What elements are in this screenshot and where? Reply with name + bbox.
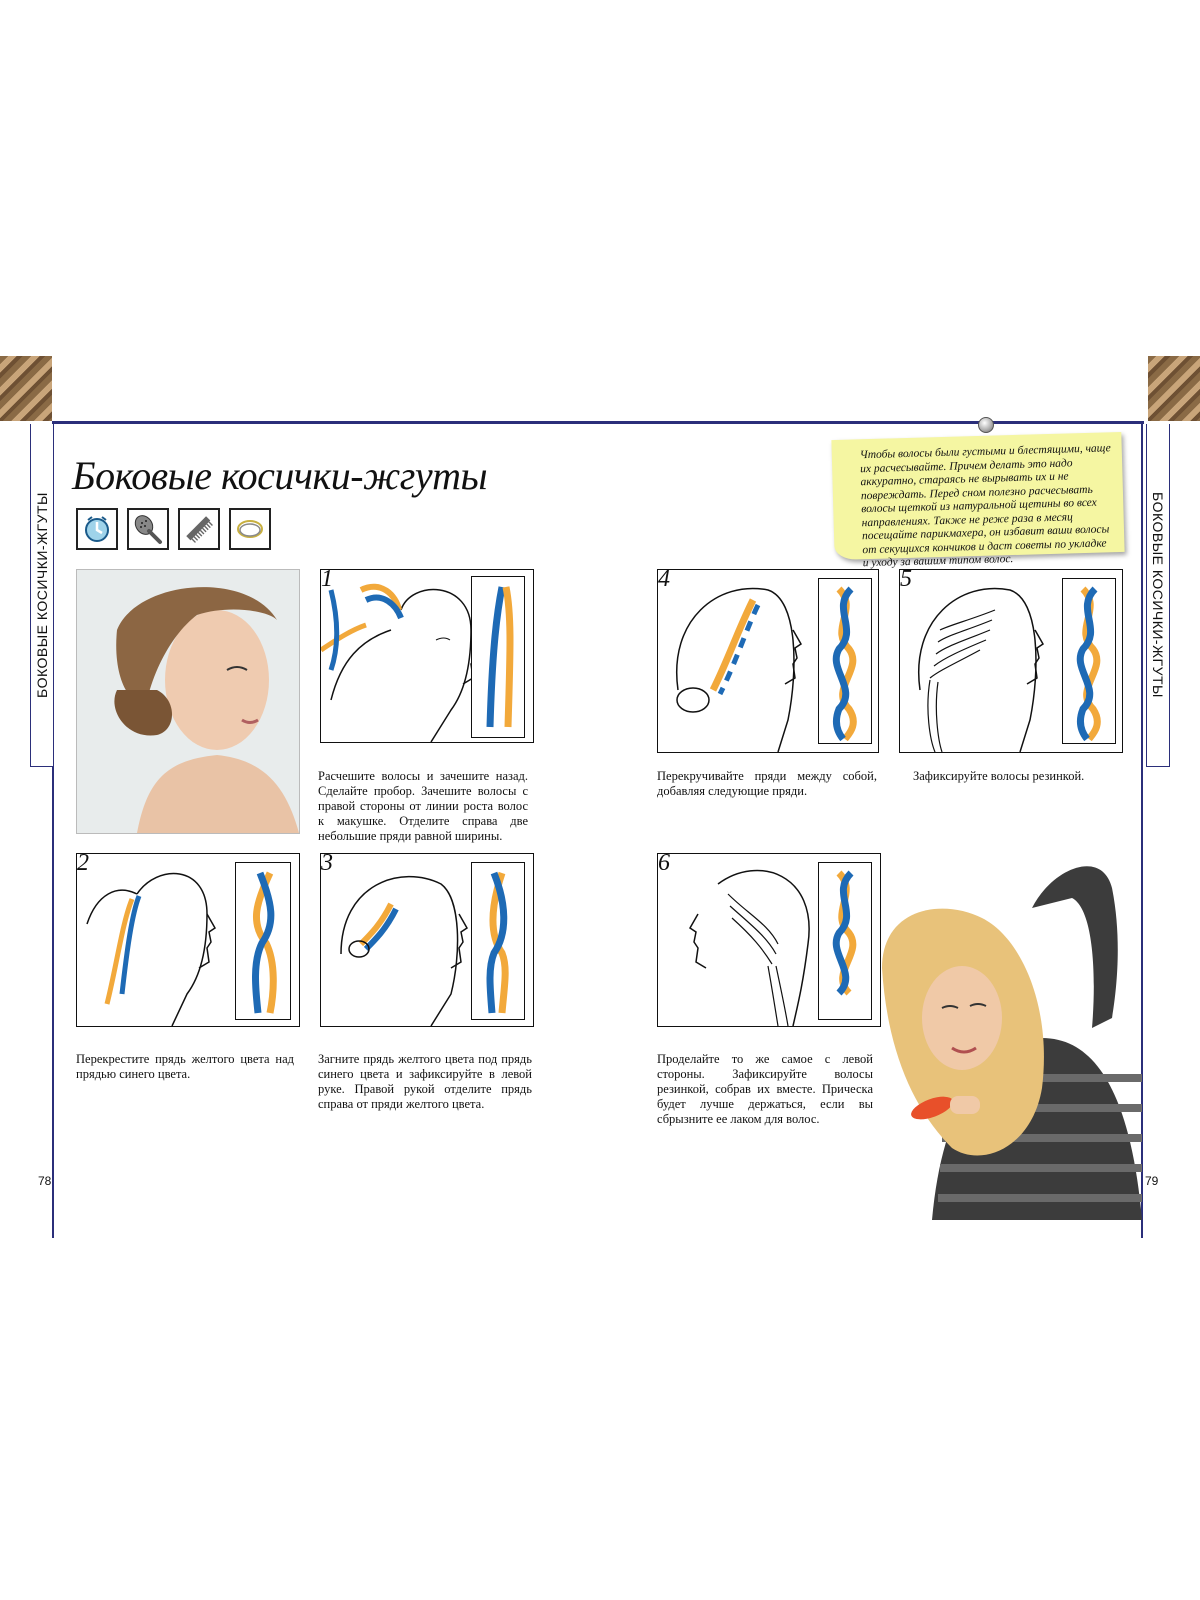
corner-braid-photo-left	[0, 356, 52, 421]
side-tab-left	[30, 424, 54, 767]
step-4-illustration	[657, 566, 879, 753]
comb-icon	[182, 512, 216, 546]
strand-diagram	[1062, 578, 1116, 744]
step-3-illustration	[320, 850, 534, 1027]
step-4-caption: Перекручивайте пряди между собой, добавляя следующие пряди.	[657, 769, 877, 798]
pin-icon	[978, 417, 994, 433]
step-1-caption: Расчешите волосы и зачешите назад. Сделайте пробор. Зачешите волосы с правой стороны от линии роста волос к макушке. Отделите справа две небольшие пряди равной ширины.	[318, 769, 528, 843]
tip-note	[831, 432, 1124, 570]
step-number: 6	[658, 850, 670, 876]
step-2-illustration	[76, 850, 300, 1027]
tool-comb	[178, 508, 220, 550]
clock-icon	[80, 512, 114, 546]
strand-diagram	[471, 576, 525, 738]
step-1-illustration	[320, 566, 534, 743]
step-5-illustration	[899, 566, 1123, 753]
side-tab-right	[1146, 424, 1170, 767]
side-tab-label: БОКОВЫЕ КОСИЧКИ-ЖГУТЫ	[34, 492, 50, 698]
strand-diagram	[471, 862, 525, 1020]
corner-braid-photo-right	[1148, 356, 1200, 421]
step-number: 1	[321, 566, 333, 592]
page-number-left: 78	[38, 1174, 52, 1188]
step-3-caption: Загните прядь желтого цвета под прядь синего цвета и зафиксируйте в левой руке. Правой рукой отделите прядь справа от пряди желтого цвета.	[318, 1052, 532, 1111]
woman-brushing-photo	[872, 848, 1142, 1220]
hair-tie-icon	[233, 512, 267, 546]
tool-brush	[127, 508, 169, 550]
step-6-illustration	[657, 850, 881, 1027]
brush-icon	[131, 512, 165, 546]
step-number: 3	[321, 850, 333, 876]
step-2-caption: Перекрестите прядь желтого цвета над прядью синего цвета.	[76, 1052, 294, 1081]
strand-diagram	[235, 862, 291, 1020]
strand-diagram	[818, 578, 872, 744]
hairstyle-photo	[76, 569, 300, 834]
step-number: 4	[658, 566, 670, 592]
strand-diagram	[818, 862, 872, 1020]
tool-clock	[76, 508, 118, 550]
tool-hair-tie	[229, 508, 271, 550]
tip-text: Чтобы волосы были густыми и блестящими, чаще их расчесывайте. Причем делать это надо аккуратно, стараясь не вырывать их и не повреждать. Перед сном полезно расчесывать волосы щеткой из натуральной щетины во всех направлениях. Также не реже раза в месяц посещайте парикмахера, он избавит ваши волосы от секущихся кончиков и даст советы по укладке и уходу за вашим типом волос.	[859, 442, 1111, 570]
page-number-right: 79	[1145, 1174, 1159, 1188]
step-number: 5	[900, 566, 912, 592]
page-title: Боковые косички-жгуты	[72, 453, 488, 498]
step-number: 2	[77, 850, 89, 876]
step-5-caption: Зафиксируйте волосы резинкой.	[913, 769, 1085, 783]
step-6-caption: Проделайте то же самое с левой стороны. Зафиксируйте волосы резинкой, собрав их вместе. Прическа будет лучше держаться, если вы сбрызните ее лаком для волос.	[657, 1052, 873, 1126]
side-tab-label: БОКОВЫЕ КОСИЧКИ-ЖГУТЫ	[1150, 492, 1166, 698]
